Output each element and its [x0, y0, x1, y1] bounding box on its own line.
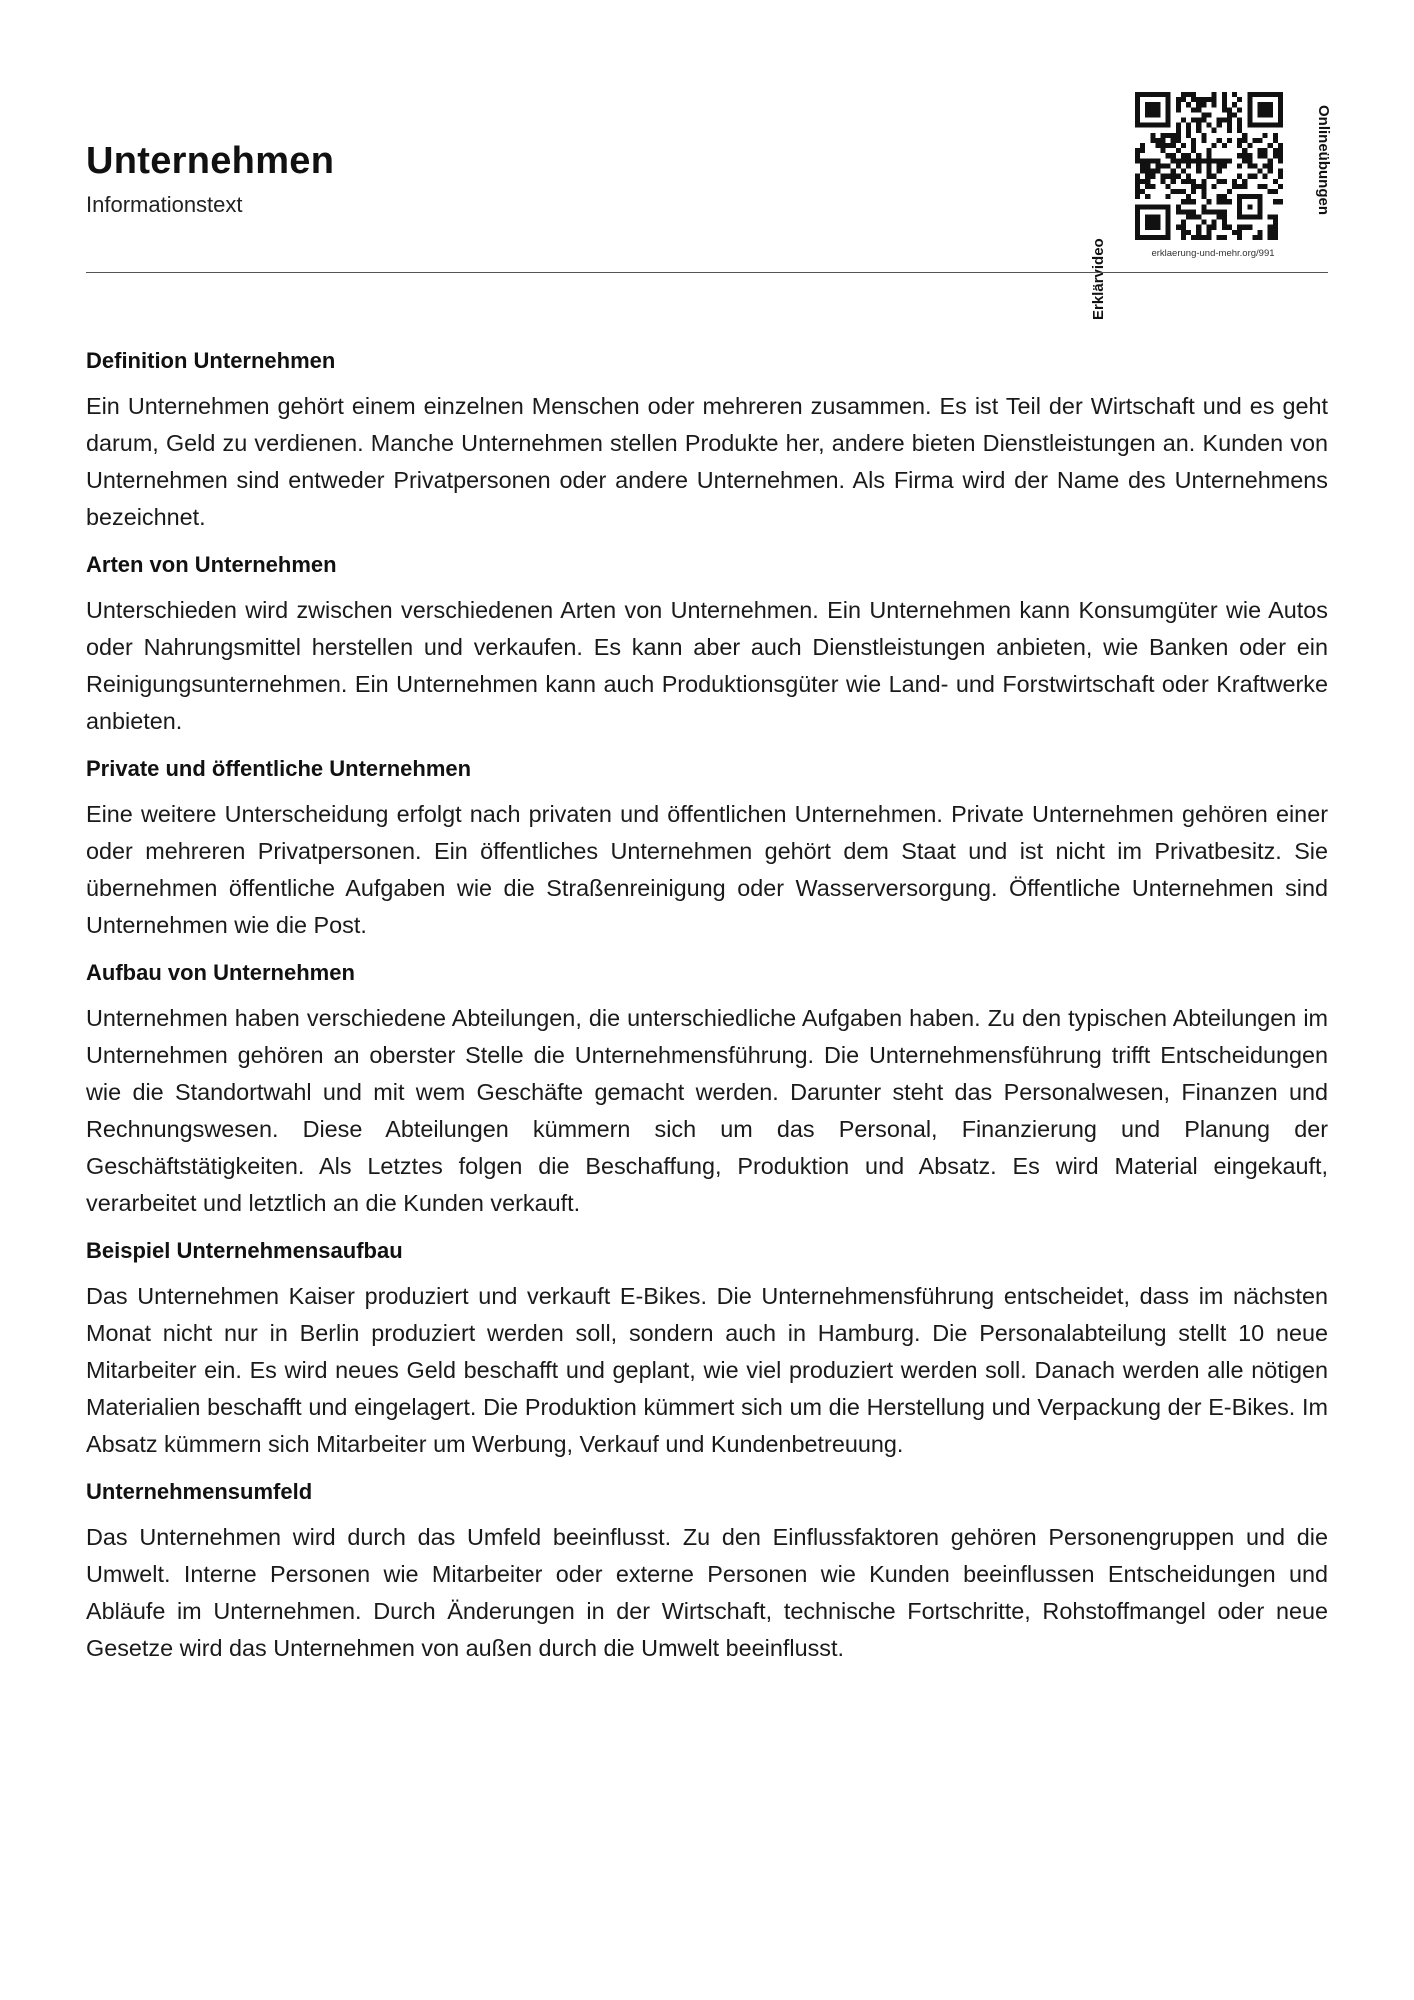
- section-definition: [86, 346, 1328, 536]
- header-divider: [86, 272, 1328, 273]
- section-heading: Aufbau von Unternehmen: [86, 960, 355, 985]
- header: [86, 88, 1332, 320]
- section-heading: Private und öffentliche Unternehmen: [86, 756, 472, 781]
- section-heading: Unternehmensumfeld: [86, 1479, 313, 1504]
- section-private-public: [86, 754, 1328, 944]
- section-heading: Definition Unternehmen: [86, 348, 336, 373]
- section-text: Unterschieden wird zwischen verschiedenen Arten von Unternehmen. Ein Unternehmen kann Konsumgüter wie Autos oder Nahrungsmittel herstellen und verkaufen. Es kann aber auch Dienstleistungen anbieten, wie Banken oder ein Reinigungsunternehmen. Ein Unternehmen kann auch Produktionsgüter wie Land- und Forstwirtschaft oder Kraftwerke anbieten.: [86, 597, 1328, 734]
- article-body: [86, 346, 1328, 1681]
- qr-url[interactable]: erklaerung-und-mehr.org/991: [1151, 248, 1275, 259]
- section-text: Ein Unternehmen gehört einem einzelnen Menschen oder mehreren zusammen. Es ist Teil der Wirtschaft und es geht darum, Geld zu verdienen. Manche Unternehmen stellen Produkte her, andere bieten Dienstleistungen an. Kunden von Unternehmen sind entweder Privatpersonen oder andere Unternehmen. Als Firma wird der Name des Unternehmens bezeichnet.: [86, 393, 1328, 530]
- page-subtitle: Informationstext: [86, 192, 243, 217]
- section-text: Unternehmen haben verschiedene Abteilungen, die unterschiedliche Aufgaben haben. Zu den typischen Abteilungen im Unternehmen gehören an oberster Stelle die Unternehmensführung. Die Unternehmensführung trifft Entscheidungen wie die Standortwahl und mit wem Geschäfte gemacht werden. Darunter steht das Personalwesen, Finanzen und Rechnungswesen. Diese Abteilungen kümmern sich um das Personal, Finanzierung und Planung der Geschäftstätigkeiten. Als Letztes folgen die Beschaffung, Produktion und Absatz. Es wird Material eingekauft, verarbeitet und letztlich an die Kunden verkauft.: [86, 1005, 1328, 1216]
- section-structure: [86, 958, 1328, 1222]
- section-text: Das Unternehmen Kaiser produziert und verkauft E-Bikes. Die Unternehmensführung entscheidet, dass im nächsten Monat nicht nur in Berlin produziert werden soll, sondern auch in Hamburg. Die Personalabteilung stellt 10 neue Mitarbeiter ein. Es wird neues Geld beschafft und geplant, wie viel produziert werden soll. Danach werden alle nötigen Materialien beschafft und eingelagert. Die Produktion kümmert sich um die Herstellung und Verpackung der E-Bikes. Im Absatz kümmern sich Mitarbeiter um Werbung, Verkauf und Kundenbetreuung.: [86, 1283, 1328, 1457]
- video-label[interactable]: Erklärvideo: [1090, 238, 1107, 320]
- exercises-label[interactable]: Onlineübungen: [1315, 105, 1332, 215]
- section-example: [86, 1236, 1328, 1463]
- section-heading: Arten von Unternehmen: [86, 552, 337, 577]
- section-environment: [86, 1477, 1328, 1667]
- section-types: [86, 550, 1328, 740]
- qr-code-icon[interactable]: [1135, 92, 1283, 240]
- page-title: Unternehmen: [86, 140, 335, 182]
- section-heading: Beispiel Unternehmensaufbau: [86, 1238, 403, 1263]
- section-text: Das Unternehmen wird durch das Umfeld beeinflusst. Zu den Einflussfaktoren gehören Personengruppen und die Umwelt. Interne Personen wie Mitarbeiter oder externe Personen wie Kunden beeinflussen Entscheidungen und Abläufe im Unternehmen. Durch Änderungen in der Wirtschaft, technische Fortschritte, Rohstoffmangel oder neue Gesetze wird das Unternehmen von außen durch die Umwelt beeinflusst.: [86, 1524, 1328, 1661]
- section-text: Eine weitere Unterscheidung erfolgt nach privaten und öffentlichen Unternehmen. Private Unternehmen gehören einer oder mehreren Privatpersonen. Ein öffentliches Unternehmen gehört dem Staat und ist nicht im Privatbesitz. Sie übernehmen öffentliche Aufgaben wie die Straßenreinigung oder Wasserversorgung. Öffentliche Unternehmen sind Unternehmen wie die Post.: [86, 801, 1328, 938]
